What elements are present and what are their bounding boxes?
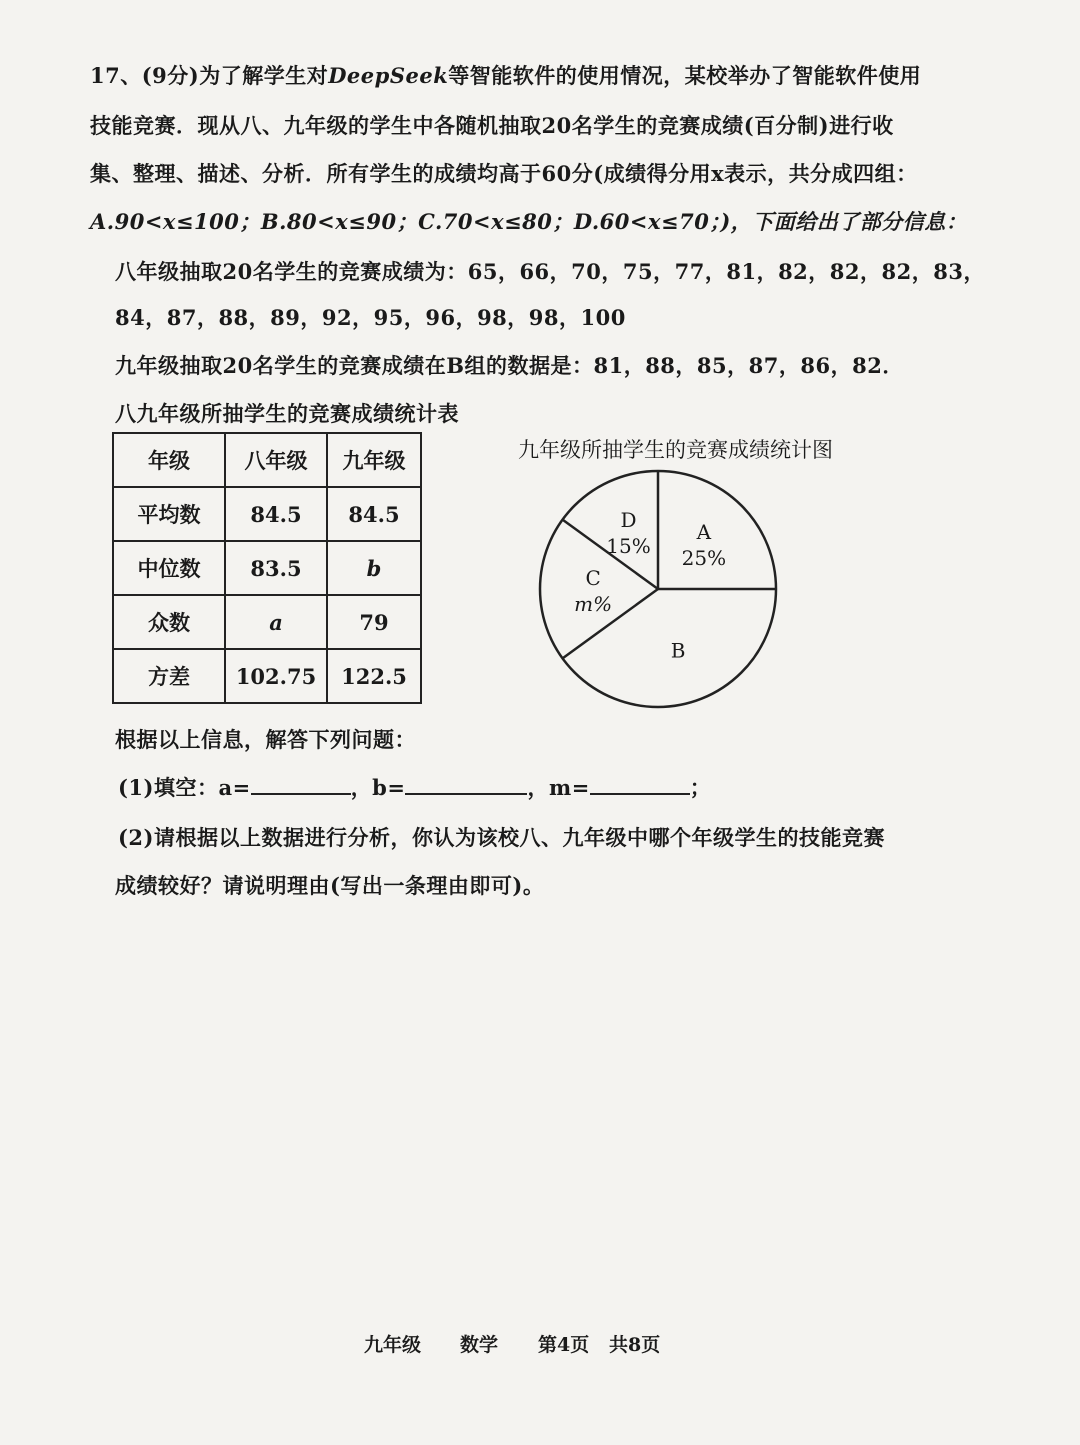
question-line-4: A.90<x≤100；B.80<x≤90；C.70<x≤80；D.60<x≤70；)，下面给出了部分信息： (90, 209, 968, 234)
pie-slice-label-C: m% (574, 592, 613, 616)
grade8-scores-cont: 84，87，88，89，92，95，96，98，98，100 (115, 305, 626, 330)
table-cell: 102.75 (225, 649, 327, 703)
question-2-line-1: (2)请根据以上数据进行分析，你认为该校八、九年级中哪个年级学生的技能竞赛 (118, 825, 885, 850)
questions-intro: 根据以上信息，解答下列问题： (115, 727, 416, 752)
grade9-b-group: 九年级抽取20名学生的竞赛成绩在B组的数据是：81，88，85，87，86，82． (115, 353, 904, 378)
table-cell: b (327, 541, 421, 595)
question-line-3: 集、整理、描述、分析．所有学生的成绩均高于60分(成绩得分用x表示，共分成四组： (90, 161, 918, 186)
pie-slice-name-B: B (670, 638, 686, 663)
question-line-1: 17、(9分)为了解学生对DeepSeek等智能软件的使用情况，某校举办了智能软件使用 (90, 63, 922, 88)
pie-slice-label-D: 15% (606, 534, 651, 559)
row-label: 众数 (113, 595, 225, 649)
table-cell: 84.5 (327, 487, 421, 541)
question-2-line-2: 成绩较好？请说明理由(写出一条理由即可)。 (115, 873, 545, 898)
pie-slice-name-C: C (585, 566, 601, 590)
pie-slice-label-A: 25% (681, 546, 727, 571)
question-line-2: 技能竞赛．现从八、九年级的学生中各随机抽取20名学生的竞赛成绩(百分制)进行收 (90, 113, 894, 138)
footer-subject: 数学 (460, 1334, 499, 1356)
table-title: 八九年级所抽学生的竞赛成绩统计表 (115, 401, 459, 426)
footer-page: 第4页 (538, 1334, 590, 1356)
deepseek-brand: DeepSeek (328, 63, 449, 88)
header-cell: 八年级 (225, 433, 327, 487)
table-cell: 122.5 (327, 649, 421, 703)
row-label: 平均数 (113, 487, 225, 541)
table-cell: 84.5 (225, 487, 327, 541)
answer-blank-a[interactable] (251, 775, 351, 795)
table-cell: 83.5 (225, 541, 327, 595)
footer-total: 共8页 (609, 1334, 661, 1356)
answer-blank-b[interactable] (405, 775, 527, 795)
pie-slice-name-D: D (620, 508, 637, 533)
table-cell: a (225, 595, 327, 649)
answer-blank-m[interactable] (590, 775, 690, 795)
question-1: (1)填空：a= ，b= ，m= ； (118, 775, 712, 800)
header-cell: 九年级 (327, 433, 421, 487)
chart-title: 九年级所抽学生的竞赛成绩统计图 (518, 438, 833, 462)
footer-grade: 九年级 (364, 1334, 422, 1356)
grade8-scores-intro: 八年级抽取20名学生的竞赛成绩为：65，66，70，75，77，81，82，82，82，83， (115, 259, 985, 284)
table-cell: 79 (327, 595, 421, 649)
row-label: 方差 (113, 649, 225, 703)
row-label: 中位数 (113, 541, 225, 595)
pie-slice-name-A: A (696, 520, 712, 545)
header-cell: 年级 (113, 433, 225, 487)
